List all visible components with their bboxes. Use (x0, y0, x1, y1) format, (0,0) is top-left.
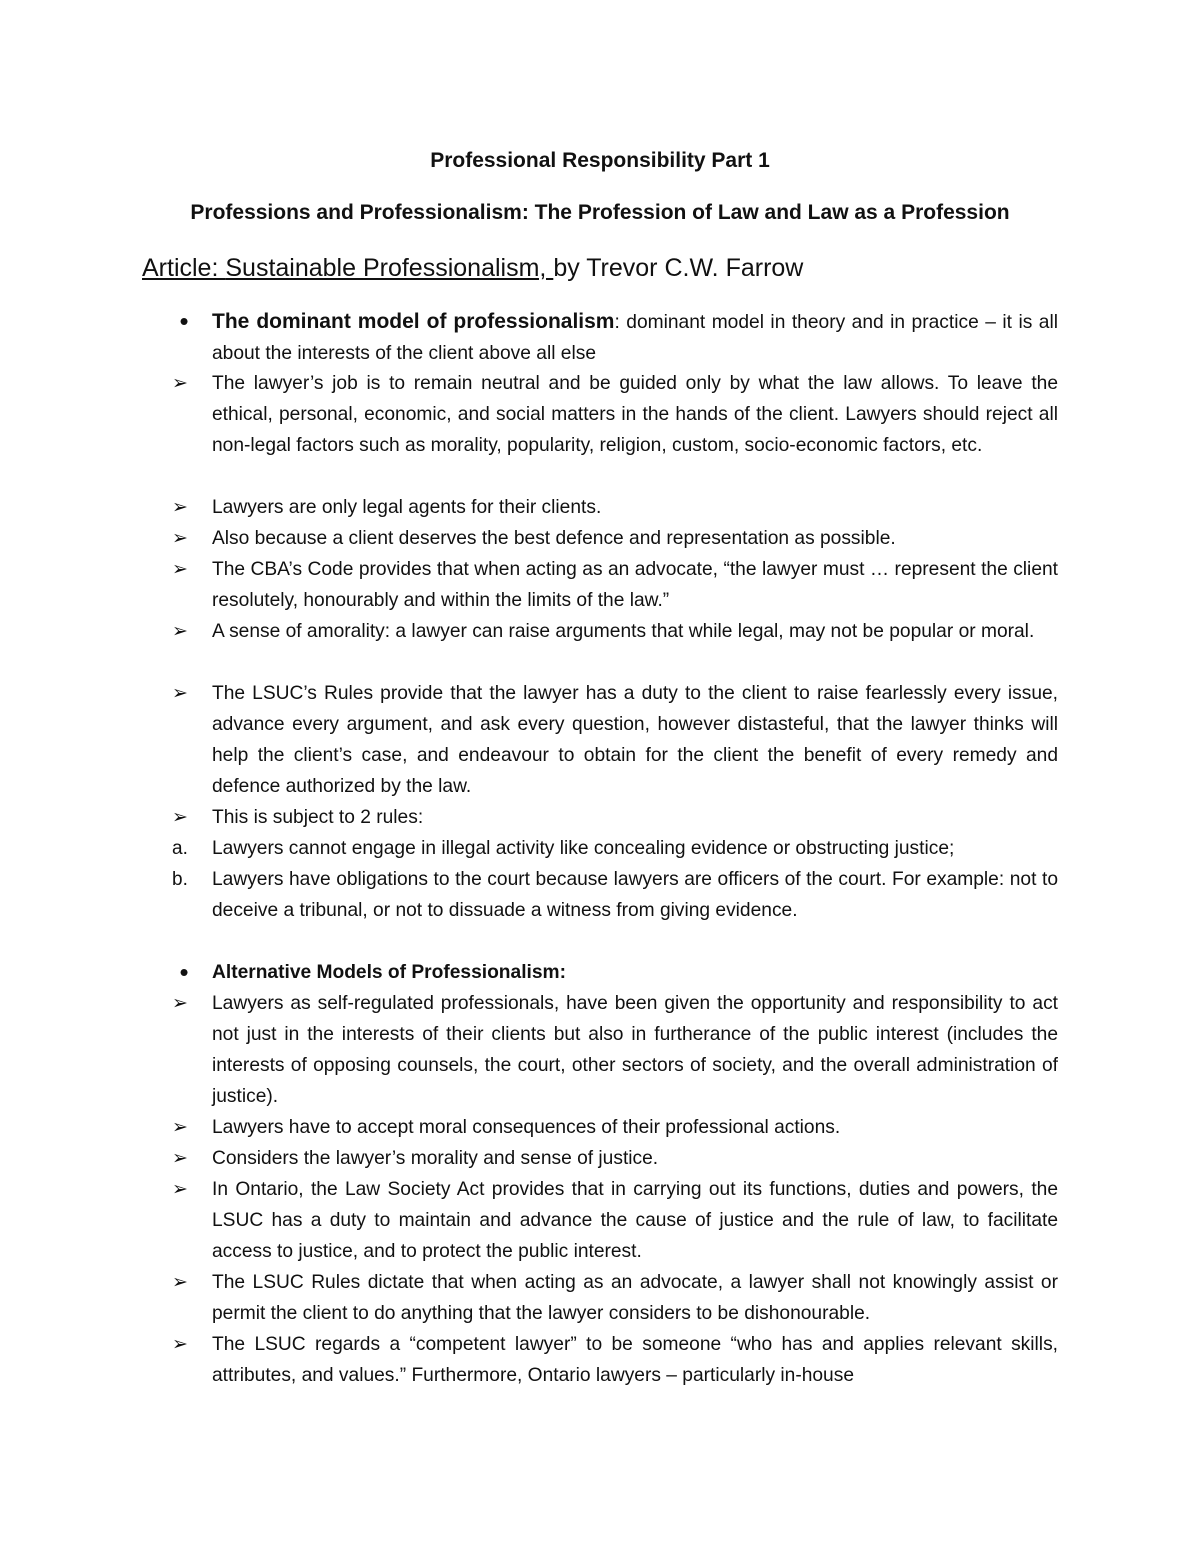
list-item (172, 492, 1058, 523)
list-item-text: Lawyers as self-regulated professionals, have been given the opportunity and responsibility to act not just in the interests of their clients but also in furtherance of the public interest (includes the interests of opposing counsels, the court, other sectors of society, and the overall administration of justice). (212, 993, 1058, 1107)
arrow-bullet-icon: ➢ (172, 1117, 188, 1138)
article-prefix: Article: (142, 254, 226, 282)
list-letter: a. (172, 838, 188, 859)
arrow-bullet-icon: ➢ (172, 1334, 188, 1355)
list-item-text: The LSUC Rules dictate that when acting as an advocate, a lawyer shall not knowingly assist or permit the client to do anything that the lawyer considers to be dishonourable. (212, 1272, 1058, 1324)
list-letter: b. (172, 869, 188, 890)
list-item-text: A sense of amorality: a lawyer can raise arguments that while legal, may not be popular or moral. (212, 621, 1035, 642)
list-item-lettered (172, 864, 1058, 926)
list-item-text: The LSUC regards a “competent lawyer” to be someone “who has and applies relevant skills, attributes, and values.” Furthermore, Ontario lawyers – particularly in-house (212, 1334, 1058, 1386)
list-item-text: The CBA’s Code provides that when acting as an advocate, “the lawyer must … represent the client resolutely, honourably and within the limits of the law.” (212, 559, 1058, 611)
alternative-heading: Alternative Models of Professionalism: (212, 962, 566, 983)
arrow-bullet-icon: ➢ (172, 621, 188, 642)
list-item-text: Also because a client deserves the best defence and representation as possible. (212, 528, 896, 549)
arrow-bullet-icon: ➢ (172, 373, 188, 394)
list-item (172, 1329, 1058, 1391)
section-heading-alternative (179, 957, 1058, 988)
arrow-bullet-icon: ➢ (172, 1179, 188, 1200)
list-item-text: The lawyer’s job is to remain neutral and be guided only by what the law allows. To leave the ethical, personal, economic, and social matters in the hands of the client. Lawyers should reject all non-legal factors such as morality, popularity, religion, custom, socio-economic factors, etc. (212, 373, 1058, 456)
article-name: Sustainable Professionalism, (225, 254, 554, 282)
list-item-lettered (172, 833, 1058, 864)
list-item (172, 1143, 1058, 1174)
arrow-bullet-icon: ➢ (172, 497, 188, 518)
list-item-text: Lawyers cannot engage in illegal activity like concealing evidence or obstructing justice; (212, 838, 955, 859)
list-item-text: This is subject to 2 rules: (212, 807, 424, 828)
list-item-text: Lawyers are only legal agents for their clients. (212, 497, 602, 518)
arrow-bullet-icon: ➢ (172, 559, 188, 580)
list-item (172, 678, 1058, 802)
list-item (172, 1112, 1058, 1143)
dominant-heading: The dominant model of professionalism (212, 310, 615, 333)
list-item (172, 554, 1058, 616)
page-subtitle: Professions and Professionalism: The Profession of Law and Law as a Profession (190, 201, 1010, 224)
list-item-text: Considers the lawyer’s morality and sense of justice. (212, 1148, 659, 1169)
bullet-dot-icon: • (179, 957, 189, 987)
list-item (172, 523, 1058, 554)
arrow-bullet-icon: ➢ (172, 528, 188, 549)
article-byline: by Trevor C.W. Farrow (553, 254, 804, 282)
arrow-bullet-icon: ➢ (172, 1272, 188, 1293)
list-item-text: Lawyers have obligations to the court because lawyers are officers of the court. For example: not to deceive a tribunal, or not to dissuade a witness from giving evidence. (212, 869, 1058, 921)
page-title: Professional Responsibility Part 1 (430, 149, 770, 172)
arrow-bullet-icon: ➢ (172, 807, 188, 828)
list-item-text: In Ontario, the Law Society Act provides that in carrying out its functions, duties and powers, the LSUC has a duty to maintain and advance the cause of justice and the rule of law, to facilitate access to justice, and to protect the public interest. (212, 1179, 1058, 1262)
list-item (172, 988, 1058, 1112)
bullet-dot-icon: • (179, 306, 189, 336)
list-item (172, 368, 1058, 461)
arrow-bullet-icon: ➢ (172, 683, 188, 704)
list-item-text: Lawyers have to accept moral consequences of their professional actions. (212, 1117, 841, 1138)
list-item (172, 1267, 1058, 1329)
article-line (142, 252, 803, 284)
section-heading-dominant (179, 306, 1058, 369)
arrow-bullet-icon: ➢ (172, 1148, 188, 1169)
arrow-bullet-icon: ➢ (172, 993, 188, 1014)
list-item-text: The LSUC’s Rules provide that the lawyer has a duty to the client to raise fearlessly every issue, advance every argument, and ask every question, however distasteful, that the lawyer thinks will help the client’s case, and endeavour to obtain for the client the benefit of every remedy and defence authorized by the law. (212, 683, 1058, 797)
list-item (172, 1174, 1058, 1267)
list-item (172, 802, 1058, 833)
list-item (172, 616, 1058, 647)
dominant-heading-rest: : dominant model in theory and in practice – it is all about the interests of the client above all else (212, 312, 1058, 364)
